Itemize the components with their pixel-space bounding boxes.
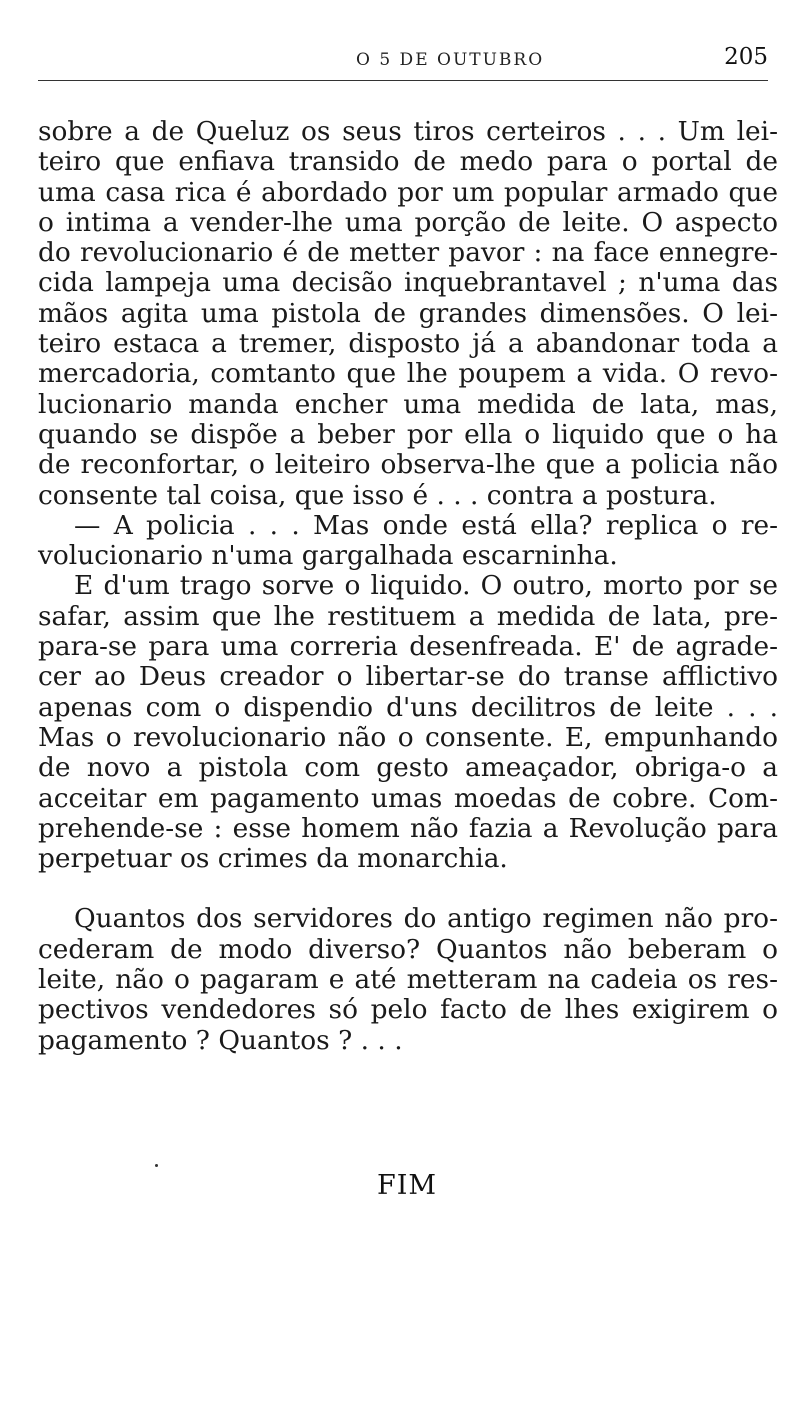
text-line: E d'um trago sorve o liquido. O outro, morto por se [74,570,778,602]
text-line: mãos agita uma pistola de grandes dimensões. O lei- [38,297,778,329]
text-line: do revolucionario é de metter pavor : na face ennegre- [38,237,778,269]
text-line: pectivos vendedores só pelo facto de lhes exigirem o [38,994,778,1026]
body-text [38,117,778,1056]
running-header [38,44,768,84]
text-line: consente tal coisa, que isso é . . . contra a postura. [38,479,717,511]
text-line: leite, não o pagaram e até metteram na cadeia os res- [38,964,778,996]
header-rule [38,80,768,81]
text-line: safar, assim que lhe restituem a medida de lata, pre- [38,600,778,632]
text-line: uma casa rica é abordado por um popular armado que [38,176,778,208]
text-line: pagamento ? Quantos ? . . . [38,1024,403,1056]
end-mark: FIM [377,1170,438,1201]
text-line: Mas o revolucionario não o consente. E, empunhando [38,721,778,753]
text-line: sobre a de Queluz os seus tiros certeiros . . . Um lei- [38,116,778,147]
paragraph-gap [38,874,778,904]
ink-speck [155,1164,158,1167]
text-line: cer ao Deus creador o libertar-se do transe afflictivo [38,661,778,693]
text-line: teiro estaca a tremer, disposto já a abandonar toda a [38,328,778,360]
text-line: o intima a vender-lhe uma porção de leite. O aspecto [38,206,778,238]
text-line: prehende-se : esse homem não fazia a Revolução para [38,812,778,844]
text-line: lucionario manda encher uma medida de lata, mas, [38,388,778,420]
text-line: Quantos dos servidores do antigo regimen não pro- [74,903,778,935]
text-line: de reconfortar, o leiteiro observa-lhe que a policia não [38,449,778,481]
text-line: cederam de modo diverso? Quantos não beberam o [38,933,778,965]
text-line: de novo a pistola com gesto ameaçador, obriga-o a [38,752,778,784]
text-line: acceitar em pagamento umas moedas de cobre. Com- [38,782,778,814]
paragraph [38,904,778,1055]
page-number: 205 [724,44,768,70]
paragraph [38,117,778,511]
text-line: volucionario n'uma gargalhada escarninha. [38,540,618,572]
running-title: O 5 DE OUTUBRO [356,50,545,70]
text-line: perpetuar os crimes da monarchia. [38,843,508,875]
text-line: para-se para uma correria desenfreada. E' de agrade- [38,631,778,663]
text-line: quando se dispõe a beber por ella o liquido que o ha [38,418,778,450]
text-line: apenas com o dispendio d'uns decilitros de leite . . . [38,691,778,723]
text-line: mercadoria, comtanto que lhe poupem a vida. O revo- [38,358,778,390]
paragraph [38,511,778,572]
text-line: cida lampeja uma decisão inquebrantavel ; n'uma das [38,267,778,299]
paragraph [38,571,778,874]
text-line: teiro que enfiava transido de medo para o portal de [38,146,778,178]
text-line: — A policia . . . Mas onde está ella? replica o re- [74,509,778,541]
